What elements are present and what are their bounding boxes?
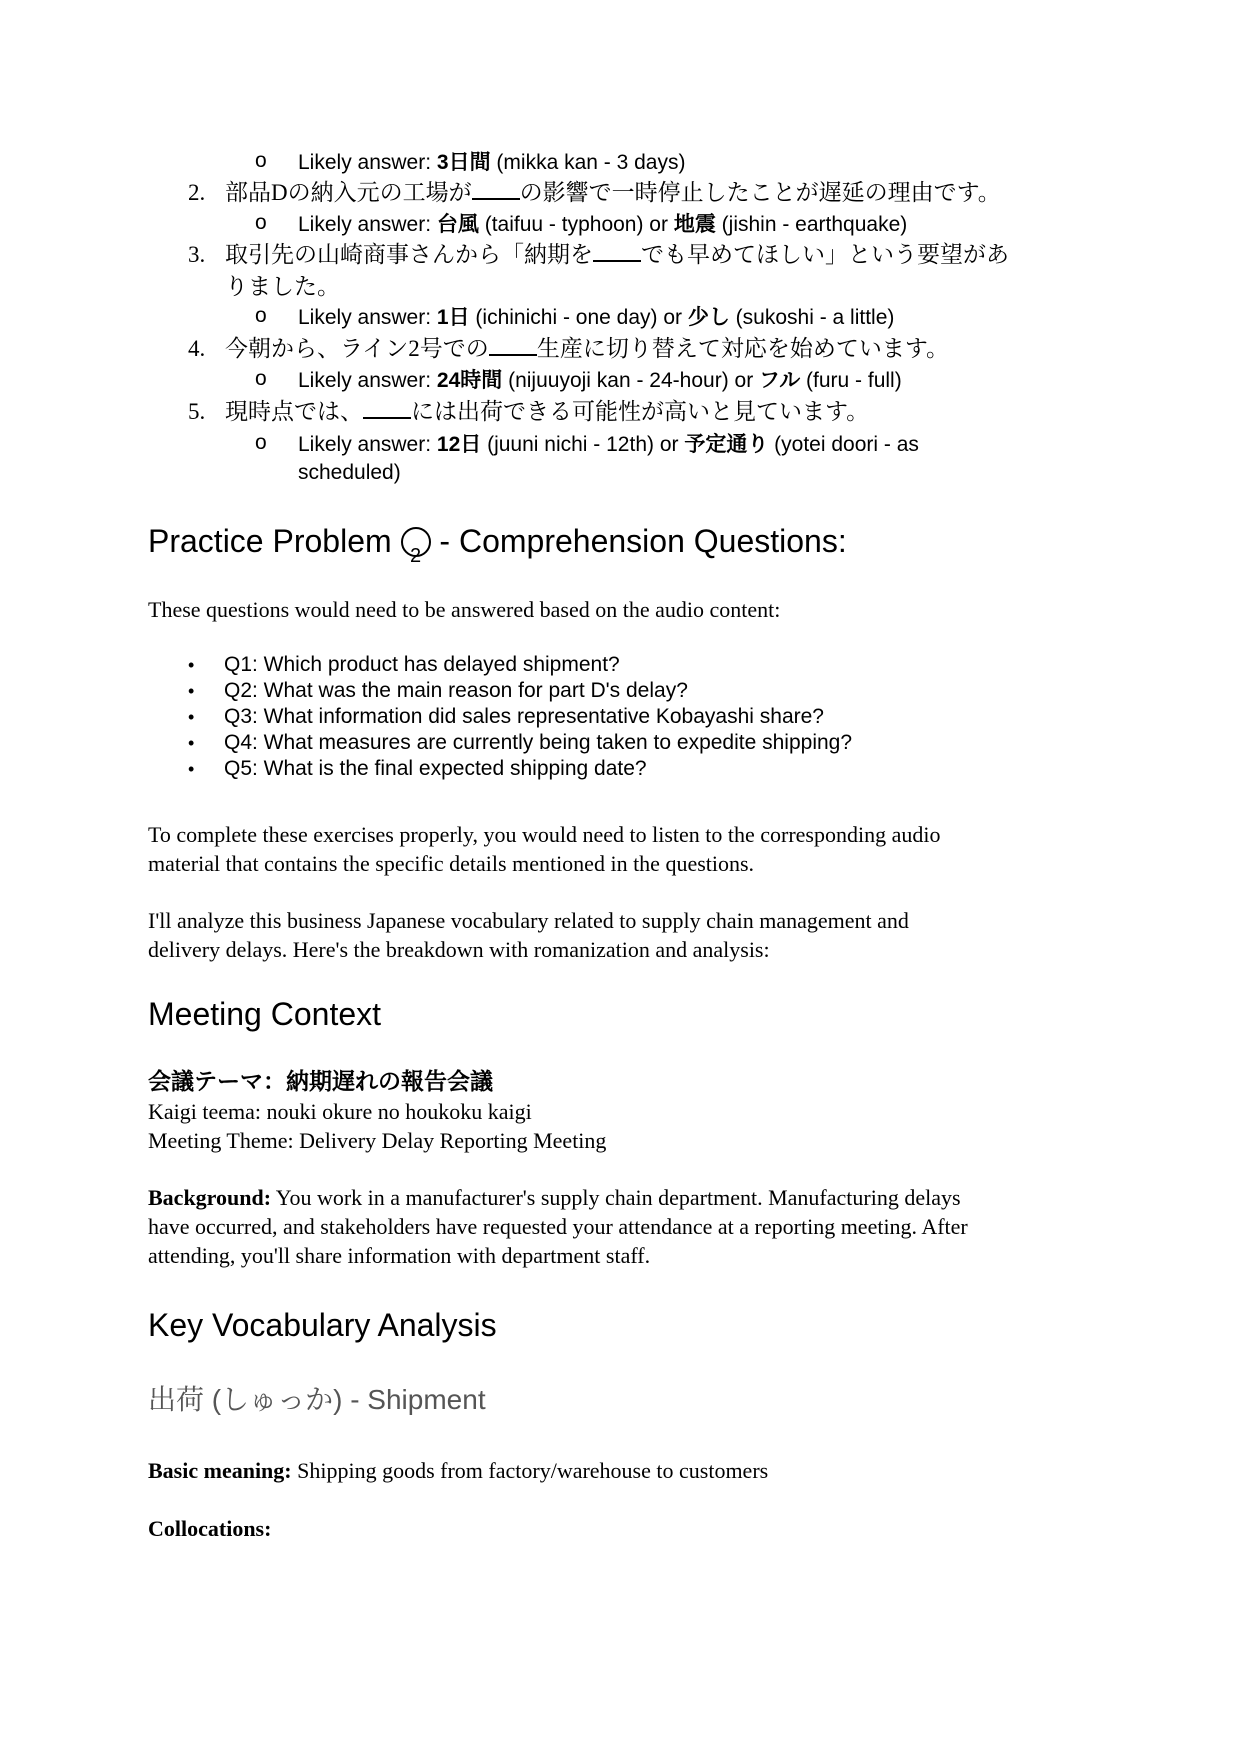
paragraph-line: delivery delays. Here's the breakdown with romanization and analysis:	[148, 937, 770, 962]
basic-meaning-label: Basic meaning:	[148, 1458, 292, 1483]
list-item-text: Q5: What is the final expected shipping date?	[224, 757, 647, 780]
practice-heading-pre: Practice Problem	[148, 523, 401, 559]
paragraph-line: material that contains the specific details mentioned in the questions.	[148, 851, 755, 876]
answer-term-alt: フル	[759, 369, 801, 392]
answer-blank	[489, 336, 537, 356]
basic-meaning-text: Shipping goods from factory/warehouse to customers	[291, 1458, 769, 1483]
answer-label: Likely answer:	[298, 151, 437, 174]
answer-text: (ichinichi - one day) or	[469, 306, 688, 329]
answer-text: (juuni nichi - 12th) or	[481, 433, 685, 456]
answer-term: 1日	[436, 306, 470, 329]
bullet-dot: •	[188, 707, 195, 727]
answer-term-alt: 予定通り	[684, 433, 769, 456]
question-number: 4.	[188, 336, 206, 361]
sub-bullet: o	[255, 211, 267, 234]
question-text-pre: 現時点では、	[225, 399, 363, 424]
background-label: Background:	[148, 1185, 272, 1210]
bullet-dot: •	[188, 733, 195, 753]
question-number: 5.	[188, 399, 206, 424]
answer-label: Likely answer:	[298, 369, 437, 392]
question-text-pre: 取引先の山崎商事さんから「納期を	[225, 242, 593, 267]
answer-text-alt: (jishin - earthquake)	[715, 213, 908, 236]
collocations-label: Collocations:	[148, 1516, 272, 1541]
meeting-theme-jp: 会議テーマ：納期遅れの報告会議	[148, 1069, 493, 1094]
meeting-theme-en: Meeting Theme: Delivery Delay Reporting Meeting	[148, 1128, 607, 1153]
answer-label: Likely answer:	[298, 433, 437, 456]
answer-text: (nijuuyoji kan - 24-hour) or	[502, 369, 760, 392]
question-text-post: の影響で一時停止したことが遅延の理由です。	[519, 180, 1001, 205]
answer-label: Likely answer:	[298, 213, 437, 236]
sub-bullet: o	[255, 304, 267, 327]
meeting-context-heading: Meeting Context	[148, 996, 382, 1032]
practice-heading-post: - Comprehension Questions:	[430, 523, 847, 559]
bullet-dot: •	[188, 759, 195, 779]
answer-blank	[472, 180, 520, 200]
answer-term-alt: 少し	[687, 306, 730, 329]
question-text-continuation: りました。	[225, 274, 340, 299]
background-line: have occurred, and stakeholders have requested your attendance at a reporting meeting. After	[148, 1214, 968, 1239]
practice-problem-heading	[148, 522, 847, 567]
answer-label: Likely answer:	[298, 306, 437, 329]
answer-text-alt: (sukoshi - a little)	[729, 306, 895, 329]
answer-text: (taifuu - typhoon) or	[478, 213, 674, 236]
question-text-post: には出荷できる可能性が高いと見ています。	[411, 399, 870, 424]
answer-text-continuation: scheduled)	[298, 461, 401, 484]
sub-bullet: o	[255, 149, 267, 172]
question-number: 2.	[188, 180, 206, 205]
answer-term-alt: 地震	[673, 213, 716, 236]
question-text-post: でも早めてほしい」という要望があ	[641, 242, 1009, 267]
question-text-pre: 今朝から、ライン2号での	[225, 336, 489, 361]
list-item-text: Q1: Which product has delayed shipment?	[224, 653, 620, 676]
bullet-dot: •	[188, 655, 195, 675]
vocab-term-heading: 出荷 (しゅっか) - Shipment	[148, 1384, 486, 1415]
key-vocabulary-heading: Key Vocabulary Analysis	[148, 1307, 497, 1343]
list-item-text: Q3: What information did sales representative Kobayashi share?	[224, 705, 824, 728]
list-item-text: Q2: What was the main reason for part D's delay?	[224, 679, 688, 702]
bullet-dot: •	[188, 681, 195, 701]
background-line	[148, 1183, 961, 1212]
question-text-post: 生産に切り替えて対応を始めています。	[536, 336, 949, 361]
meeting-theme-romaji: Kaigi teema: nouki okure no houkoku kaigi	[148, 1099, 532, 1124]
circled-number-icon	[401, 527, 431, 567]
answer-term: 3日間	[436, 151, 491, 174]
answer-text-alt: (yotei doori - as	[768, 433, 919, 456]
sub-bullet: o	[255, 431, 267, 454]
sub-bullet: o	[255, 367, 267, 390]
answer-term: 12日	[436, 433, 482, 456]
answer-text: (mikka kan - 3 days)	[490, 151, 686, 174]
background-line: attending, you'll share information with department staff.	[148, 1243, 651, 1268]
answer-blank	[593, 242, 641, 262]
background-text: You work in a manufacturer's supply chain department. Manufacturing delays	[271, 1185, 961, 1210]
answer-blank	[363, 399, 411, 419]
list-item-text: Q4: What measures are currently being taken to expedite shipping?	[224, 731, 853, 754]
practice-intro: These questions would need to be answered based on the audio content:	[148, 597, 781, 622]
answer-term: 台風	[436, 213, 479, 236]
question-text-pre: 部品Dの納入元の工場が	[225, 180, 472, 205]
circled-number-digit: 2	[409, 544, 422, 567]
basic-meaning-line	[148, 1456, 768, 1485]
paragraph-line: To complete these exercises properly, you would need to listen to the corresponding audio	[148, 822, 941, 847]
question-number: 3.	[188, 242, 206, 267]
paragraph-line: I'll analyze this business Japanese vocabulary related to supply chain management and	[148, 908, 909, 933]
answer-term: 24時間	[436, 369, 503, 392]
answer-text-alt: (furu - full)	[800, 369, 902, 392]
